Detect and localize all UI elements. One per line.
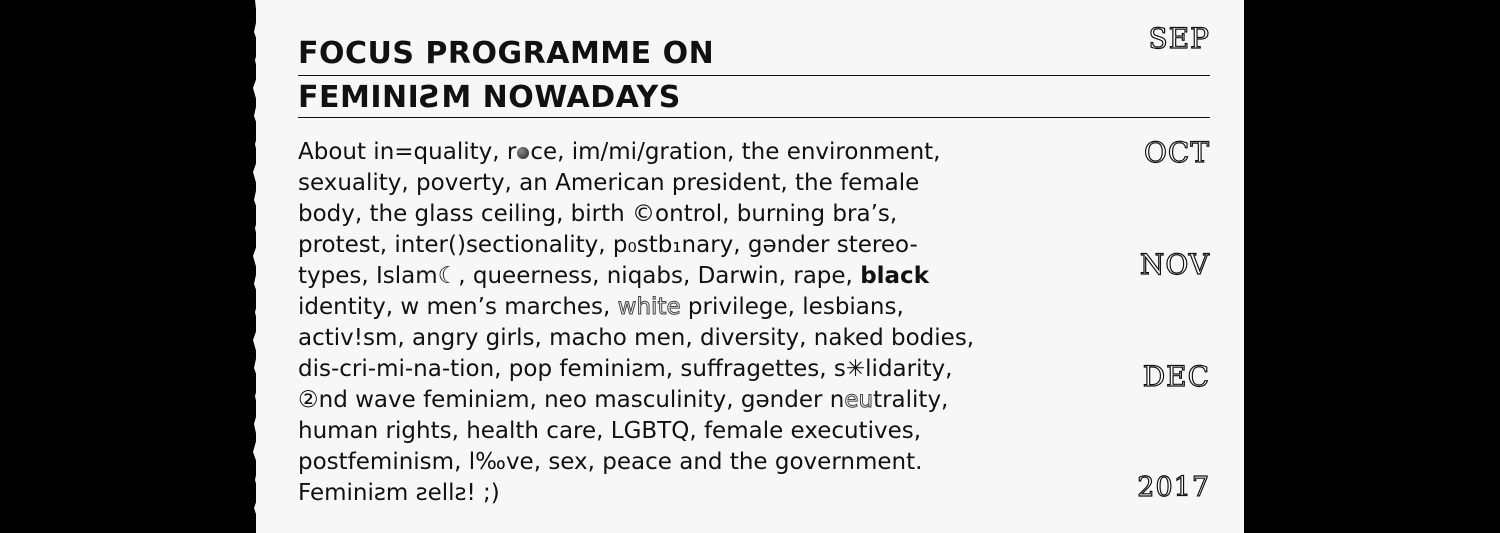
bold-word-black: black [860, 263, 929, 289]
month-label-oct: OCT [1143, 136, 1210, 169]
outline-letters-eu: eu [844, 387, 874, 413]
body-line: protest, inter()sectionality, p₀stb₁nary, gənder stereo- [298, 232, 918, 258]
month-label-dec: DEC [1142, 360, 1210, 393]
body-text-segment: types, Islam☾, queerneѕѕ, niqabs, Darwin, rape, [298, 263, 861, 289]
body-line: dis-cri-mi-na-tion, pop feminiƨm, suffragettes, s✳lidarity, [298, 356, 953, 382]
body-line [298, 261, 1118, 292]
body-text-segment: identity, w men’s marches, [298, 294, 618, 320]
sphere-glyph-icon [517, 147, 529, 159]
body-line [298, 292, 1118, 323]
title-line-2: FEMINIƧM NOWADAYS [298, 80, 681, 115]
body-text-segment: About in=quality, r [298, 139, 517, 165]
month-label-sep: SEP [1148, 22, 1210, 55]
body-line: Feminiƨm ƨellƨ! ;) [298, 480, 500, 506]
title-divider-1 [298, 75, 1210, 76]
title-divider-2 [298, 117, 1210, 118]
body-line: activ!sm, angry girls, macho men, diversity, naked bodies, [298, 325, 975, 351]
year-label: 2017 [1137, 472, 1210, 503]
body-text-segment: privilege, lesbians, [680, 294, 904, 320]
body-line [298, 385, 1118, 416]
body-line: sexuality, poverty, an American president, the female [298, 170, 920, 196]
torn-paper-edge [240, 0, 280, 533]
month-label-nov: NOV [1139, 248, 1210, 281]
outline-word-white: white [617, 294, 681, 320]
title-line-1: FOCUS PROGRAMME ON [298, 36, 715, 71]
body-paragraph [298, 137, 1118, 509]
body-line: body, the glass ceiling, birth ©ontrol, burning bra’s, [298, 201, 898, 227]
body-text-segment: ce, im/mi/gration, the environment, [530, 139, 941, 165]
body-line: postfeminism, l‰ve, sex, peace and the government. [298, 449, 923, 475]
body-text-segment: trality, [873, 387, 949, 413]
body-line [298, 137, 1118, 168]
body-text-segment: ②nd wave feminiƨm, neo masculinity, gənder n [298, 387, 845, 413]
body-line: human rights, health care, LGBTQ, female executives, [298, 418, 922, 444]
